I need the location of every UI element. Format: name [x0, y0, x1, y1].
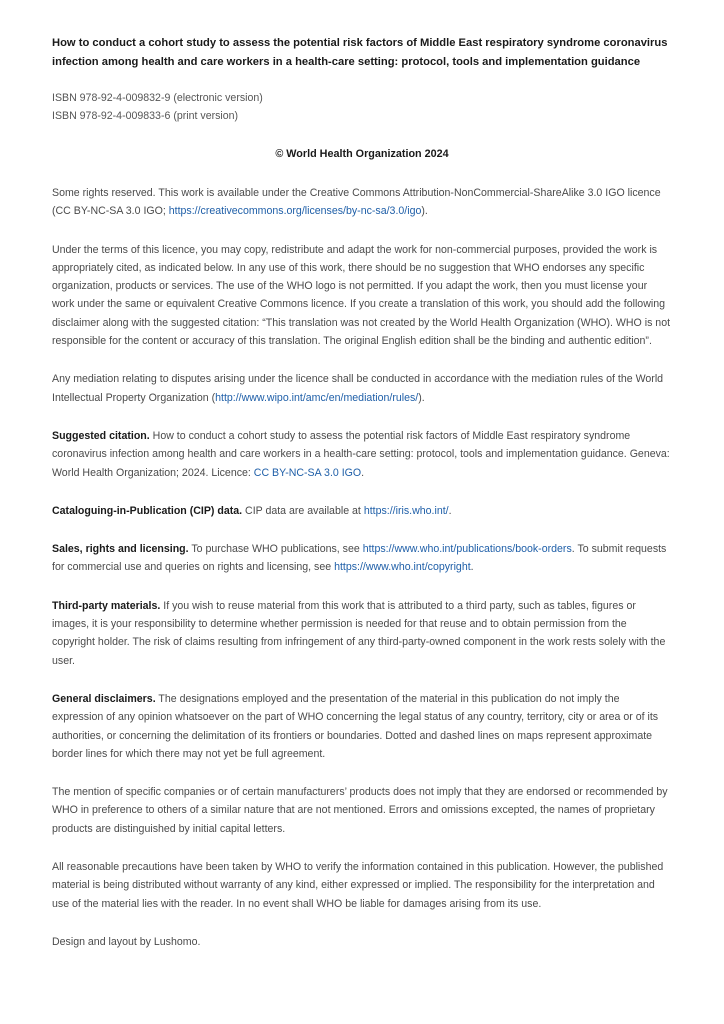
copyright-link[interactable]: https://www.who.int/copyright	[334, 561, 471, 574]
citation-lead: Suggested citation.	[52, 429, 150, 442]
disclaimers-lead: General disclaimers.	[52, 692, 156, 705]
rights-paragraph	[52, 184, 672, 221]
isbn-print: ISBN 978-92-4-009833-6 (print version)	[52, 110, 239, 122]
cip-lead: Cataloguing-in-Publication (CIP) data.	[52, 504, 243, 517]
mediation-text: Any mediation relating to disputes arising under the licence shall be conducted in accordance with the mediation rules of the World Intellectual Property Organization (	[52, 373, 664, 404]
precautions-paragraph: All reasonable precautions have been taken by WHO to verify the information contained in this publication. However, the published material is being distributed without warranty of any kind, either expressed or implied. The responsibility for the interpretation and use of the material lies with the reader. In no event shall WHO be liable for damages arising from its use.	[52, 861, 664, 910]
copyright-notice: © World Health Organization 2024	[275, 148, 449, 160]
licence-link[interactable]: CC BY-NC-SA 3.0 IGO	[253, 466, 362, 479]
sales-text: To purchase WHO publications, see	[188, 543, 363, 556]
wipo-link[interactable]: http://www.wipo.int/amc/en/mediation/rules/	[215, 391, 419, 404]
sales-paragraph	[52, 540, 672, 577]
companies-paragraph: The mention of specific companies or of certain manufacturers’ products does not imply that they are endorsed or recommended by WHO in preference to others of a similar nature that are not mentioned. Errors and omissions excepted, the names of proprietary products are distinguished by initial capital letters.	[52, 786, 668, 835]
isbn-electronic: ISBN 978-92-4-009832-9 (electronic version)	[52, 92, 263, 104]
sales-lead: Sales, rights and licensing.	[52, 543, 189, 556]
rights-text-end: ).	[421, 205, 428, 218]
third-party-paragraph	[52, 597, 672, 670]
iris-link[interactable]: https://iris.who.int/	[363, 504, 449, 517]
document-title: How to conduct a cohort study to assess the potential risk factors of Middle East respiratory syndrome coronavirus infection among health and care workers in a health-care setting: protocol, tools and implementation guidance	[52, 37, 668, 68]
cip-end: .	[448, 504, 452, 517]
creative-commons-link[interactable]: https://creativecommons.org/licenses/by-nc-sa/3.0/igo	[168, 205, 422, 218]
disclaimers-text: The designations employed and the presentation of the material in this publication do not imply the expression of any opinion whatsoever on the part of WHO concerning the legal status of any country, territory, city or area or of its authorities, or concerning the delimitation of its frontiers or boundaries. Dotted and dashed lines on maps represent approximate border lines for which there may not yet be full agreement.	[52, 692, 659, 760]
third-party-lead: Third-party materials.	[52, 599, 161, 612]
design-credit: Design and layout by Lushomo.	[52, 935, 201, 948]
citation-end: .	[361, 466, 365, 479]
rights-text: Some rights reserved. This work is available under the Creative Commons Attribution-NonCommercial-ShareAlike 3.0 IGO licence (CC BY-NC-SA 3.0 IGO;	[52, 187, 661, 218]
cip-text: CIP data are available at	[242, 504, 364, 517]
third-party-text: If you wish to reuse material from this work that is attributed to a third party, such as tables, figures or images, it is your responsibility to determine whether permission is needed for that reuse and to obtain permission from the copyright holder. The risk of claims resulting from infringement of any third-party-owned component in the work rests solely with the user.	[52, 599, 666, 667]
sales-text-2: . To submit requests for commercial use and queries on rights and licensing, see	[52, 543, 667, 574]
disclaimers-paragraph	[52, 690, 672, 763]
book-orders-link[interactable]: https://www.who.int/publications/book-orders	[362, 543, 572, 556]
sales-end: .	[470, 561, 474, 574]
citation-text: How to conduct a cohort study to assess the potential risk factors of Middle East respiratory syndrome coronavirus infection among health and care workers in a health-care setting: protocol, tools and implementation guidance. Geneva: World Health Organization; 2024. Licence:	[52, 429, 670, 479]
copyright-page	[52, 34, 672, 971]
licence-terms-paragraph: Under the terms of this licence, you may copy, redistribute and adapt the work for non-commercial purposes, provided the work is appropriately cited, as indicated below. In any use of this work, there should be no suggestion that WHO endorses any specific organization, products or services. The use of the WHO logo is not permitted. If you adapt the work, then you must license your work under the same or equivalent Creative Commons licence. If you create a translation of this work, you should add the following disclaimer along with the suggested citation: “This translation was not created by the World Health Organization (WHO). WHO is not responsible for the content or accuracy of this translation. The original English edition shall be the binding and authentic edition”.	[52, 243, 671, 348]
citation-paragraph	[52, 427, 672, 482]
mediation-paragraph	[52, 370, 672, 407]
cip-paragraph	[52, 502, 672, 520]
mediation-text-end: ).	[418, 391, 425, 404]
